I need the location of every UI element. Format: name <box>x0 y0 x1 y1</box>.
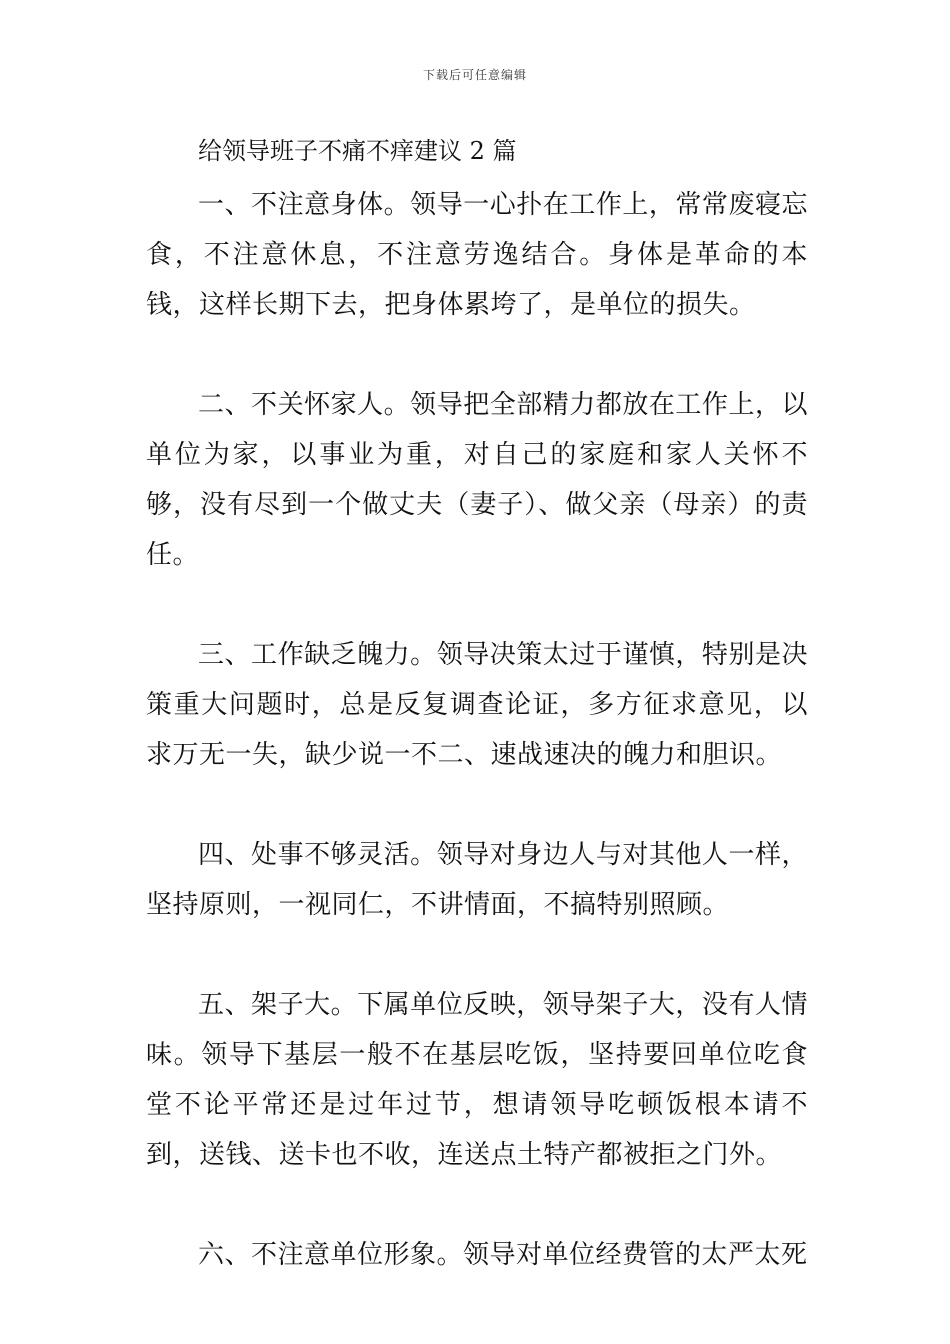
paragraph-5: 五、架子大。下属单位反映，领导架子大，没有人情味。领导下基层一般不在基层吃饭，坚持要回单位吃食堂不论平常还是过年过节，想请领导吃顿饭根本请不到，送钱、送卡也不收，连送点土特产都被拒之门外。 <box>146 990 808 1170</box>
paragraph-2: 二、不关怀家人。领导把全部精力都放在工作上，以单位为家，以事业为重，对自己的家庭和家人关怀不够，没有尽到一个做丈夫（妻子）、做父亲（母亲）的责任。 <box>146 390 808 570</box>
paragraph-4: 四、处事不够灵活。领导对身边人与对其他人一样，坚持原则，一视同仁，不讲情面，不搞特别照顾。 <box>146 840 808 920</box>
paragraph-3: 三、工作缺乏魄力。领导决策太过于谨慎，特别是决策重大问题时，总是反复调查论证，多方征求意见，以求万无一失，缺少说一不二、速战速决的魄力和胆识。 <box>146 640 808 770</box>
document-body <box>146 128 808 1280</box>
paragraph-6: 六、不注意单位形象。领导对单位经费管的太严太死 <box>198 1240 808 1270</box>
header-note: 下载后可任意编辑 <box>422 68 527 82</box>
document-title: 给领导班子不痛不痒建议 2 篇 <box>198 137 517 165</box>
paragraph-1: 一、不注意身体。领导一心扑在工作上，常常废寝忘食，不注意休息，不注意劳逸结合。身体是革命的本钱，这样长期下去，把身体累垮了，是单位的损失。 <box>146 190 808 320</box>
